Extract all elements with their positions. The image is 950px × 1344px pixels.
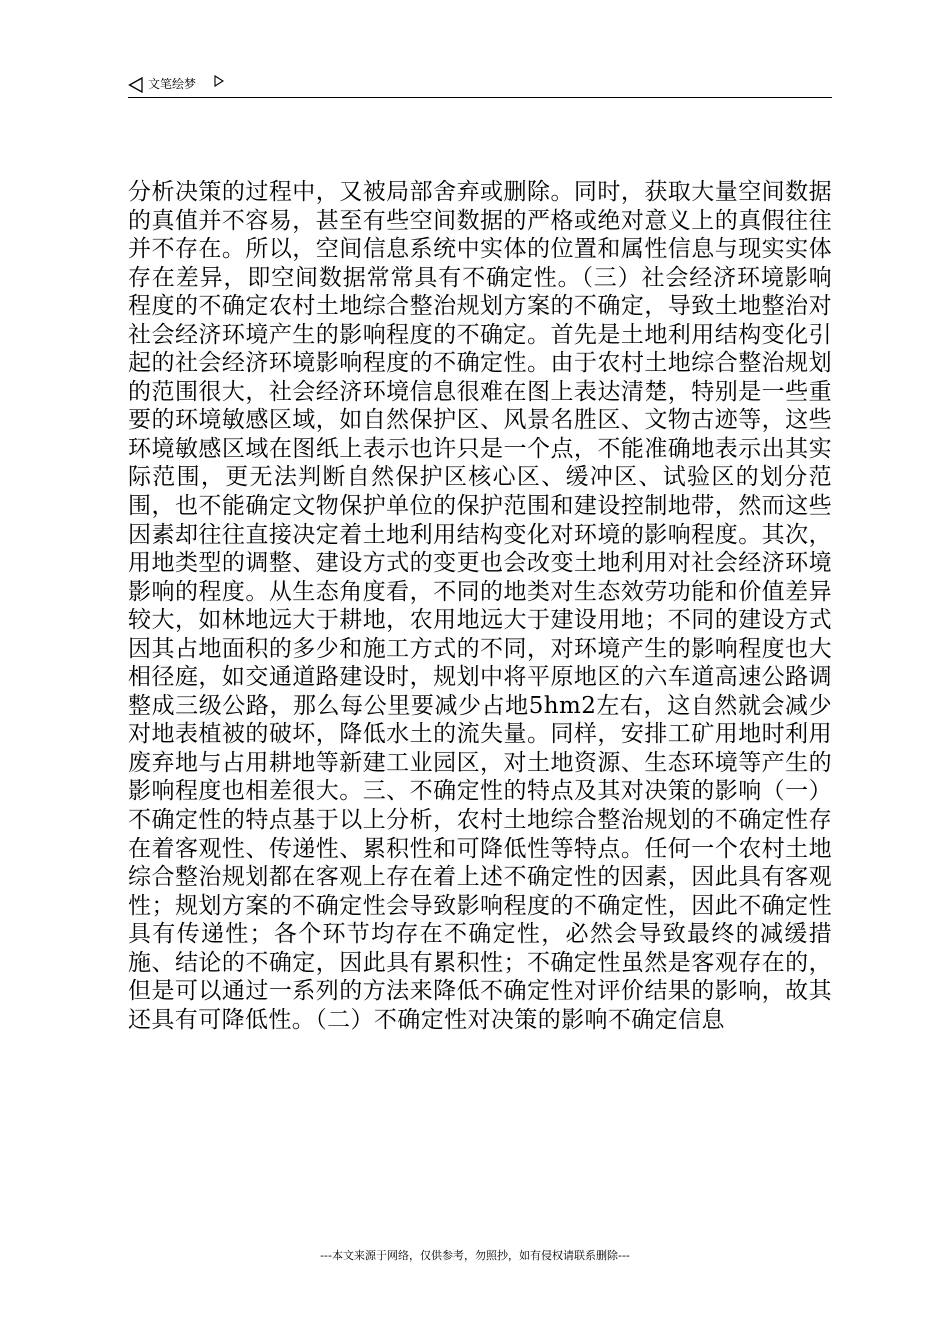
footer-disclaimer: ---本文来源于网络，仅供参考，勿照抄，如有侵权请联系删除--- bbox=[320, 1249, 630, 1262]
header-divider bbox=[128, 97, 832, 98]
triangle-left-icon bbox=[128, 77, 144, 93]
body-paragraph: 分析决策的过程中，又被局部舍弃或删除。同时，获取大量空间数据的真值并不容易，甚至有些空间数据的严格或绝对意义上的真假往往并不存在。所以，空间信息系统中实体的位置和属性信息与现实实体存在差异，即空间数据常常具有不确定性。（三）社会经济环境影响程度的不确定农村土地综合整治规划方案的不确定，导致土地整治对社会经济环境产生的影响程度的不确定。首先是土地利用结构变化引起的社会经济环境影响程度的不确定性。由于农村土地综合整治规划的范围很大，社会经济环境信息很难在图上表达清楚，特别是一些重要的环境敏感区域，如自然保护区、风景名胜区、文物古迹等，这些环境敏感区域在图纸上表示也许只是一个点，不能准确地表示出其实际范围，更无法判断自然保护区核心区、缓冲区、试验区的划分范围，也不能确定文物保护单位的保护范围和建设控制地带，然而这些因素却往往直接决定着土地利用结构变化对环境的影响程度。其次，用地类型的调整、建设方式的变更也会改变土地利用对社会经济环境影响的程度。从生态角度看，不同的地类对生态效劳功能和价值差异较大，如林地远大于耕地，农用地远大于建设用地；不同的建设方式因其占地面积的多少和施工方式的不同，对环境产生的影响程度也大相径庭，如交通道路建设时，规划中将平原地区的六车道高速公路调整成三级公路，那么每公里要减少占地5hm2左右，这自然就会减少对地表植被的破坏，降低水土的流失量。同样，安排工矿用地时利用废弃地与占用耕地等新建工业园区，对土地资源、生态环境等产生的影响程度也相差很大。三、不确定性的特点及其对决策的影响（一）不确定性的特点基于以上分析，农村土地综合整治规划的不确定性存在着客观性、传递性、累积性和可降低性等特点。任何一个农村土地综合整治规划都在客观上存在着上述不确定性的因素，因此具有客观性；规划方案的不确定性会导致影响程度的不确定性，因此不确定性具有传递性；各个环节均存在不确定性，必然会导致最终的减缓措施、结论的不确定，因此具有累积性；不确定性虽然是客观存在的，但是可以通过一系列的方法来降低不确定性对评价结果的影响，故其还具有可降低性。（二）不确定性对决策的影响不确定信息 bbox=[128, 179, 832, 1033]
page-header bbox=[128, 72, 832, 98]
triangle-right-icon bbox=[214, 75, 224, 87]
header-title: 文笔绘梦 bbox=[148, 77, 197, 91]
